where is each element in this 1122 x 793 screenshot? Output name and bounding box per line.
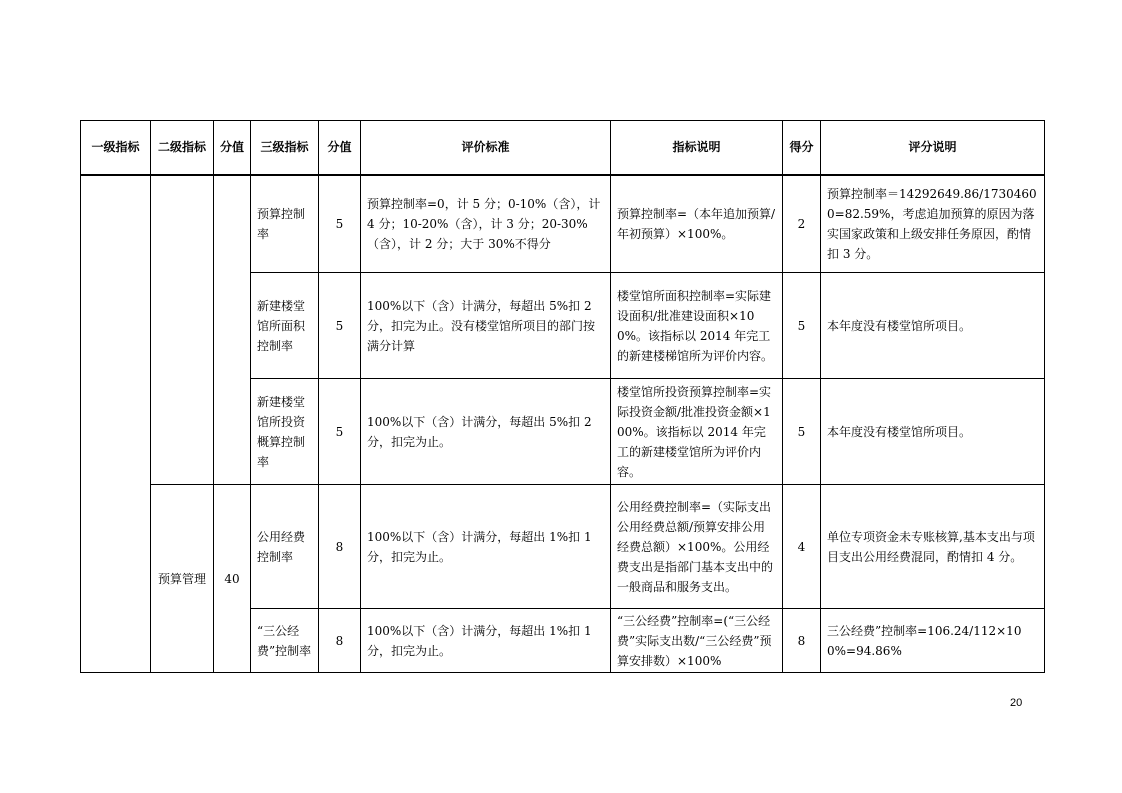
header-got: 得分 bbox=[783, 121, 821, 175]
score-cell: 8 bbox=[319, 485, 361, 609]
note-cell: “三公经费”控制率=(“三公经费”实际支出数/“三公经费”预算安排数）×100% bbox=[611, 609, 783, 673]
page-number: 20 bbox=[1010, 697, 1023, 709]
table-row bbox=[81, 175, 1045, 273]
table-row bbox=[81, 485, 1045, 609]
header-remark: 评分说明 bbox=[821, 121, 1045, 175]
indicator-cell: 新建楼堂馆所投资概算控制率 bbox=[251, 379, 319, 485]
score-cell: 5 bbox=[319, 273, 361, 379]
indicator-cell: 新建楼堂馆所面积控制率 bbox=[251, 273, 319, 379]
score-cell: 5 bbox=[319, 379, 361, 485]
header-level1: 一级指标 bbox=[81, 121, 151, 175]
standard-cell: 100%以下（含）计满分，每超出 5%扣 2 分，扣完为止。 bbox=[361, 379, 611, 485]
note-cell: 楼堂馆所投资预算控制率=实际投资金额/批准投资金额×100%。该指标以 2014 年完工的新建楼堂馆所为评价内容。 bbox=[611, 379, 783, 485]
level2-score-cell: 40 bbox=[214, 485, 251, 673]
header-score-level2: 分值 bbox=[214, 121, 251, 175]
header-level2: 二级指标 bbox=[151, 121, 214, 175]
level2-name-cell: 预算管理 bbox=[151, 485, 214, 673]
header-row bbox=[81, 121, 1045, 175]
note-cell: 预算控制率=（本年追加预算/年初预算）×100%。 bbox=[611, 175, 783, 273]
got-cell: 5 bbox=[783, 273, 821, 379]
level2-cell-empty bbox=[151, 175, 214, 485]
score-cell: 8 bbox=[319, 609, 361, 673]
header-score-level3: 分值 bbox=[319, 121, 361, 175]
note-cell: 公用经费控制率=（实际支出公用经费总额/预算安排公用经费总额）×100%。公用经费支出是指部门基本支出中的一般商品和服务支出。 bbox=[611, 485, 783, 609]
standard-cell: 100%以下（含）计满分，每超出 1%扣 1 分，扣完为止。 bbox=[361, 609, 611, 673]
standard-cell: 预算控制率=0，计 5 分；0-10%（含），计 4 分；10-20%（含），计 3 分；20-30%（含），计 2 分；大于 30%不得分 bbox=[361, 175, 611, 273]
note-cell: 楼堂馆所面积控制率=实际建设面积/批准建设面积×100%。该指标以 2014 年完工的新建楼梯馆所为评价内容。 bbox=[611, 273, 783, 379]
level2-score-empty bbox=[214, 175, 251, 485]
got-cell: 8 bbox=[783, 609, 821, 673]
standard-cell: 100%以下（含）计满分，每超出 5%扣 2 分，扣完为止。没有楼堂馆所项目的部门按满分计算 bbox=[361, 273, 611, 379]
remark-cell: 单位专项资金未专账核算,基本支出与项目支出公用经费混同，酌情扣 4 分。 bbox=[821, 485, 1045, 609]
score-cell: 5 bbox=[319, 175, 361, 273]
got-cell: 2 bbox=[783, 175, 821, 273]
indicator-cell: “三公经费”控制率 bbox=[251, 609, 319, 673]
header-note: 指标说明 bbox=[611, 121, 783, 175]
indicator-cell: 预算控制率 bbox=[251, 175, 319, 273]
remark-cell: 本年度没有楼堂馆所项目。 bbox=[821, 379, 1045, 485]
remark-cell: 预算控制率＝14292649.86/17304600=82.59%，考虑追加预算的原因为落实国家政策和上级安排任务原因，酌情扣 3 分。 bbox=[821, 175, 1045, 273]
level1-cell bbox=[81, 175, 151, 673]
evaluation-table bbox=[80, 120, 1045, 673]
header-level3: 三级指标 bbox=[251, 121, 319, 175]
standard-cell: 100%以下（含）计满分，每超出 1%扣 1 分，扣完为止。 bbox=[361, 485, 611, 609]
got-cell: 5 bbox=[783, 379, 821, 485]
remark-cell: 本年度没有楼堂馆所项目。 bbox=[821, 273, 1045, 379]
header-standard: 评价标准 bbox=[361, 121, 611, 175]
remark-cell: 三公经费”控制率=106.24/112×100%=94.86% bbox=[821, 609, 1045, 673]
got-cell: 4 bbox=[783, 485, 821, 609]
indicator-cell: 公用经费控制率 bbox=[251, 485, 319, 609]
